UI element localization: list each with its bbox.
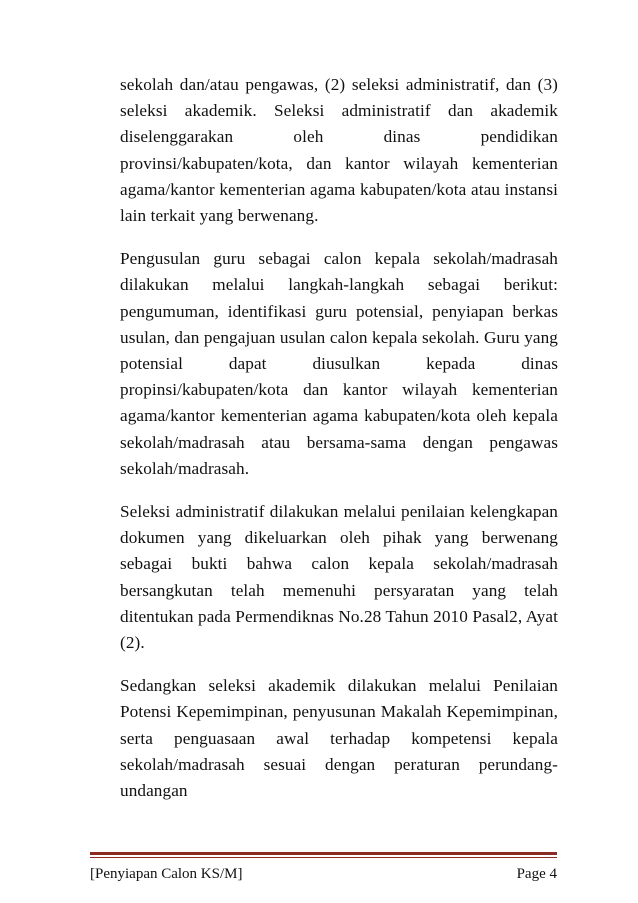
page-body	[120, 72, 558, 821]
page-number: Page 4	[516, 866, 557, 882]
footer-divider-thick	[90, 852, 557, 855]
paragraph-academic-selection: Sedangkan seleksi akademik dilakukan melalui Penilaian Potensi Kepemimpinan, penyusunan Makalah Kepemimpinan, serta penguasaan awal terhadap kompetensi kepala sekolah/madrasah sesuai dengan peraturan perundang-undangan	[120, 676, 558, 801]
paragraph-administrative-selection: Seleksi administratif dilakukan melalui penilaian kelengkapan dokumen yang dikeluarkan oleh pihak yang berwenang sebagai bukti bahwa calon kepala sekolah/madrasah bersangkutan telah memenuhi persyaratan yang telah ditentukan pada Permendiknas No.28 Tahun 2010 Pasal2, Ayat (2).	[120, 502, 558, 653]
paragraph-nomination-steps: Pengusulan guru sebagai calon kepala sekolah/madrasah dilakukan melalui langkah-langkah sebagai berikut: pengumuman, identifikasi guru potensial, penyiapan berkas usulan, dan pengajuan usulan calon kepala sekolah. Guru yang potensial dapat diusulkan kepada dinas propinsi/kabupaten/kota dan kantor wilayah kementerian agama/kantor kementerian agama kabupaten/kota oleh kepala sekolah/madrasah atau bersama-sama dengan pengawas sekolah/madrasah.	[120, 249, 558, 478]
page-footer	[90, 866, 557, 883]
footer-divider-thin	[90, 857, 557, 858]
footer-document-title: [Penyiapan Calon KS/M]	[90, 866, 243, 882]
paragraph-selection-stages: sekolah dan/atau pengawas, (2) seleksi administratif, dan (3) seleksi akademik. Seleksi administratif dan akademik diselenggarakan oleh dinas pendidikan provinsi/kabupaten/kota, dan kantor wilayah kementerian agama/kantor kementerian agama kabupaten/kota atau instansi lain terkait yang berwenang.	[120, 75, 558, 226]
